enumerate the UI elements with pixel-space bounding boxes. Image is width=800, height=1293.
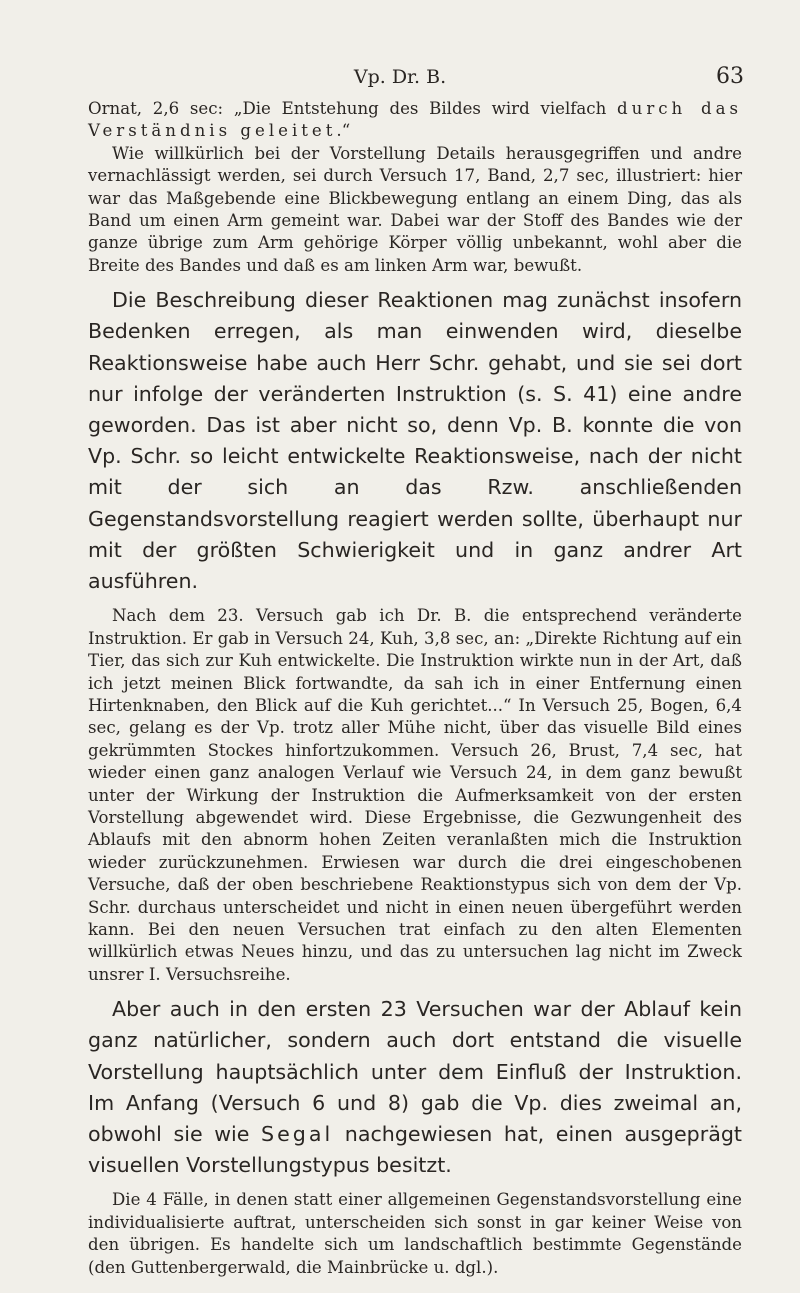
page-body: [88, 98, 742, 1279]
paragraph-cases: Die 4 Fälle, in denen statt einer allgemeinen Gegenstandsvorstellung eine individualisierte auftrat, unterscheiden sich sonst in gar keiner Weise von den übrigen. Es handelte sich um landschaftlich bestimmte Gegenstände (den Guttenbergerwald, die Mainbrücke u. dgl.).: [88, 1190, 742, 1277]
author-name-spaced: Segal: [261, 1122, 334, 1146]
page-header: [0, 66, 800, 88]
paragraph-band-example: Wie willkürlich bei der Vorstellung Details herausgegriffen und andre vernachlässigt werden, sei durch Versuch 17, Band, 2,7 sec, illustriert: hier war das Maßgebende eine Blickbewegung entlang an einem Ding, das als Band um einen Arm gemeint war. Dabei war der Stoff des Bandes wie der ganze übrige zum Arm gehörige Körper völlig unbekannt, wohl aber die Breite des Bandes und daß es am linken Arm war, bewußt.: [88, 143, 742, 275]
quote-text: Ornat, 2,6 sec: „Die Entstehung des Bildes wird vielfach: [88, 99, 618, 118]
emphasized-text: durch das Verständnis geleitet: [88, 99, 742, 141]
running-title: Vp. Dr. B.: [353, 66, 447, 88]
paragraph-quote: [88, 98, 742, 143]
text-part: Aber auch in den ersten 23 Versuchen war der Ablauf kein ganz natürlicher, sondern auch dort entstand die visuelle Vorstellung hauptsächlich unter dem Einfluß der Instruktion. Im Anfang (Versuch 6 und 8) gab die Vp. dies zweimal an, obwohl sie wie: [88, 997, 742, 1146]
paragraph-first-experiments: [88, 994, 742, 1181]
paragraph-experiments: Nach dem 23. Versuch gab ich Dr. B. die entsprechend veränderte Instruktion. Er gab in Versuch 24, Kuh, 3,8 sec, an: „Direkte Richtung auf ein Tier, das sich zur Kuh entwickelte. Die Instruktion wirkte nun in der Art, daß ich jetzt meinen Blick fortwandte, da sah ich in einer Entfernung einen Hirtenknaben, den Blick auf die Kuh gerichtet...“ In Versuch 25, Bogen, 6,4 sec, gelang es der Vp. trotz aller Mühe nicht, über das visuelle Bild eines gekrümmten Stockes hinfortzukommen. Versuch 26, Brust, 7,4 sec, hat wieder einen ganz analogen Verlauf wie Versuch 24, in dem ganz bewußt unter der Wirkung der Instruktion die Aufmerksamkeit von der ersten Vorstellung abgewendet wird. Diese Ergebnisse, die Gezwungenheit des Ablaufs mit den abnorm hohen Zeiten veranlaßten mich die Instruktion wieder zurückzunehmen. Erwiesen war durch die drei eingeschobenen Versuche, daß der oben beschriebene Reaktionstypus sich von dem der Vp. Schr. durchaus unterscheidet und nicht in einen neuen übergeführt werden kann. Bei den neuen Versuchen trat einfach zu den alten Elementen willkürlich etwas Neues hinzu, und das zu untersuchen lag nicht im Zweck unsrer I. Versuchsreihe.: [88, 606, 742, 984]
quote-end: .“: [336, 121, 351, 141]
text-part-end: nachgewiesen hat, einen ausgeprägt visuellen Vorstellungstypus besitzt.: [88, 1122, 742, 1178]
paragraph-discussion: Die Beschreibung dieser Reaktionen mag zunächst insofern Bedenken erregen, als man einwenden wird, dieselbe Reaktionsweise habe auch Herr Schr. gehabt, und sie sei dort nur infolge der veränderten Instruktion (s. S. 41) eine andre geworden. Das ist aber nicht so, denn Vp. B. konnte die von Vp. Schr. so leicht entwickelte Reaktionsweise, nach der nicht mit der sich an das Rzw. anschließenden Gegenstandsvorstellung reagiert werden sollte, überhaupt nur mit der größten Schwierigkeit und in ganz andrer Art ausführen.: [88, 288, 742, 594]
page-number: 63: [716, 64, 744, 89]
